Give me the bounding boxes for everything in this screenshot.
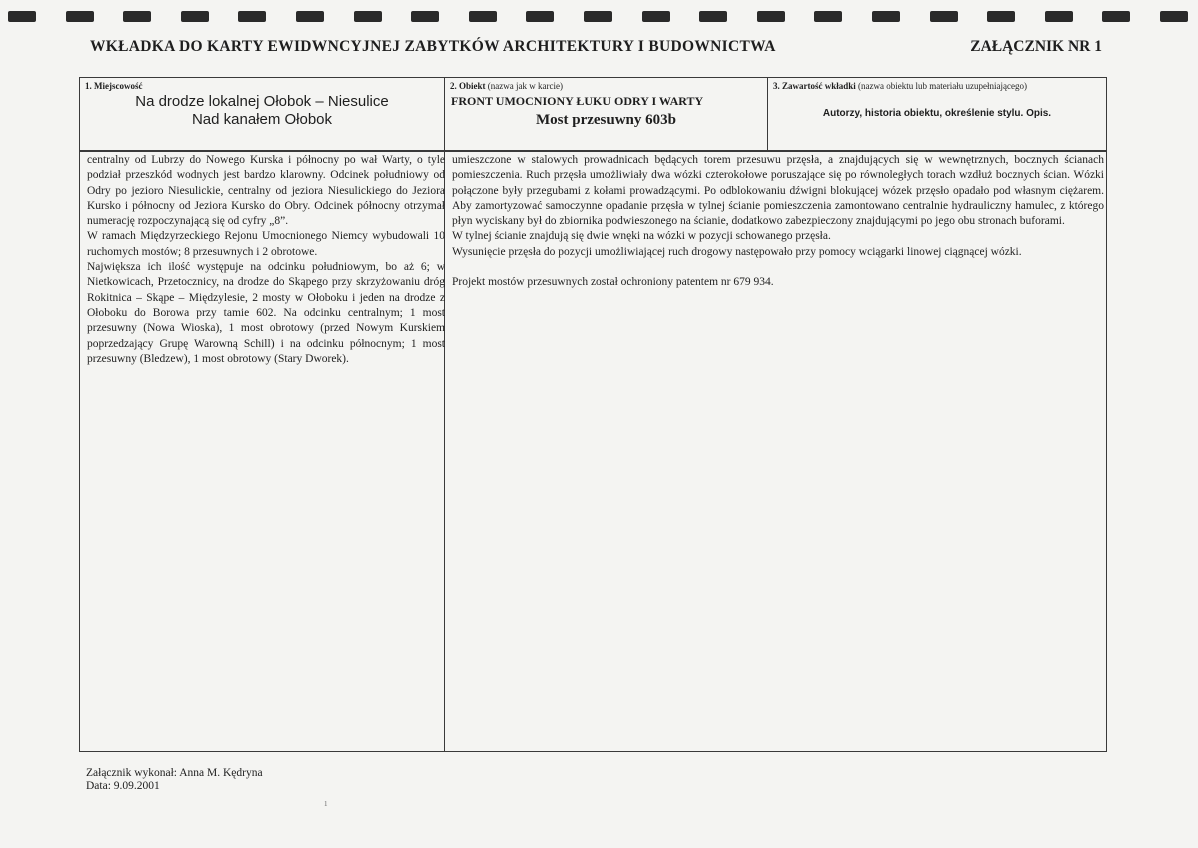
binding-hole	[872, 11, 900, 22]
locality-line-1: Na drodze lokalnej Ołobok – Niesulice	[135, 93, 389, 110]
binding-hole	[584, 11, 612, 22]
binding-hole	[757, 11, 785, 22]
document-title: WKŁADKA DO KARTY EWIDWNCYJNEJ ZABYTKÓW ARCHITEKTURY I BUDOWNICTWA	[90, 38, 776, 55]
binding-hole	[930, 11, 958, 22]
binding-hole	[987, 11, 1015, 22]
page-mark: 1	[324, 800, 328, 808]
binding-hole	[123, 11, 151, 22]
prepared-by: Załącznik wykonał: Anna M. Kędryna	[86, 767, 263, 779]
object-subtitle: Most przesuwny 603b	[535, 112, 676, 128]
binding-hole	[1045, 11, 1073, 22]
binding-hole	[238, 11, 266, 22]
object-name: FRONT UMOCNIONY ŁUKU ODRY I WARTY	[451, 94, 704, 108]
locality-label: 1. Miejscowość	[85, 81, 143, 91]
paragraph: Największa ich ilość występuje na odcinku południowym, bo aż 6; w Nietkowicach, Przetocznicy, na drodze do Skąpego przy skrzyżowaniu dróg Rokitnica – Skąpe – Międzylesie, 2 mosty w Ołoboku i jeden na drodze z Ołoboku do Borowa przy tamie 602. Na odcinku centralnym; 1 most przesuwny (Nowa Wioska), 1 most obrotowy (przed Nowym Kurskiem poprzedzający Grupę Warowną Schill) i na odcinku północnym; 1 most przesuwny (Bledzew), 1 most obrotowy (Stary Dworek).	[87, 261, 445, 365]
locality-cell	[80, 78, 445, 152]
object-cell	[445, 78, 768, 152]
binding-hole	[354, 11, 382, 22]
binding-hole	[1102, 11, 1130, 22]
paragraph: umieszczone w stalowych prowadnicach będących torem przesuwu przęsła, a znajdujących się w wewnętrznych, bocznych ścianach pomieszczenia. Ruch przęsła umożliwiały dwa wózki czterokołowe poruszające się po równoległych torach wzdłuż bocznych ścian. Wózki połączone były przegubami z kołami prowadzącymi. Po odblokowaniu dźwigni blokującej wózek przęsło opadało pod własnym ciężarem. Aby zamortyzować samoczynne opadanie przęsła w tylnej ścianie pomieszczenia zamontowano centralnie hydrauliczny hamulec, z którego płyn wyciskany był do zbiornika podwieszonego na ścianie, dodatkowo zabezpieczony znajdującymi po jego obu stronach buforami.	[452, 154, 1104, 228]
content-description: Autorzy, historia obiektu, określenie stylu. Opis.	[822, 108, 1052, 119]
right-text-column	[452, 153, 1104, 291]
left-text-column	[87, 153, 445, 367]
content-label: 3. Zawartość wkładki (nazwa obiektu lub materiału uzupełniającego)	[773, 81, 1027, 91]
binding-holes	[0, 11, 1198, 23]
binding-hole	[1160, 11, 1188, 22]
binding-hole	[469, 11, 497, 22]
binding-hole	[642, 11, 670, 22]
content-cell	[768, 78, 1106, 152]
paragraph: W tylnej ścianie znajdują się dwie wnęki na wózki w pozycji schowanego przęsła.	[452, 230, 831, 243]
date: Data: 9.09.2001	[86, 780, 160, 792]
paragraph: Wysunięcie przęsła do pozycji umożliwiającej ruch drogowy następowało przy pomocy wciągarki linowej ciągnącej wózki.	[452, 245, 1022, 258]
object-label: 2. Obiekt (nazwa jak w karcie)	[450, 81, 563, 91]
paragraph: W ramach Międzyrzeckiego Rejonu Umocnionego Niemcy wybudowali 10 ruchomych mostów; 8 przesuwnych i 2 obrotowe.	[87, 230, 445, 258]
paragraph: centralny od Lubrzy do Nowego Kurska i północny po wał Warty, o tyle podział przeszkód wodnych jest bardzo klarowny. Odcinek południowy od Odry po jezioro Niesulickie, centralny od jeziora Niesulickiego do Jeziora Kursko i północny od Jeziora Kursko do Obry. Odcinek północny otrzymał numerację rozpoczynającą się od cyfry „8”.	[87, 154, 445, 228]
binding-hole	[66, 11, 94, 22]
binding-hole	[296, 11, 324, 22]
binding-hole	[526, 11, 554, 22]
locality-line-2: Nad kanałem Ołobok	[191, 111, 333, 128]
binding-hole	[181, 11, 209, 22]
binding-hole	[699, 11, 727, 22]
binding-hole	[8, 11, 36, 22]
annex-number: ZAŁĄCZNIK NR 1	[970, 38, 1102, 55]
record-form	[79, 77, 1107, 752]
paragraph: Projekt mostów przesuwnych został ochroniony patentem nr 679 934.	[452, 276, 774, 289]
binding-hole	[411, 11, 439, 22]
binding-hole	[814, 11, 842, 22]
footer	[86, 767, 263, 793]
